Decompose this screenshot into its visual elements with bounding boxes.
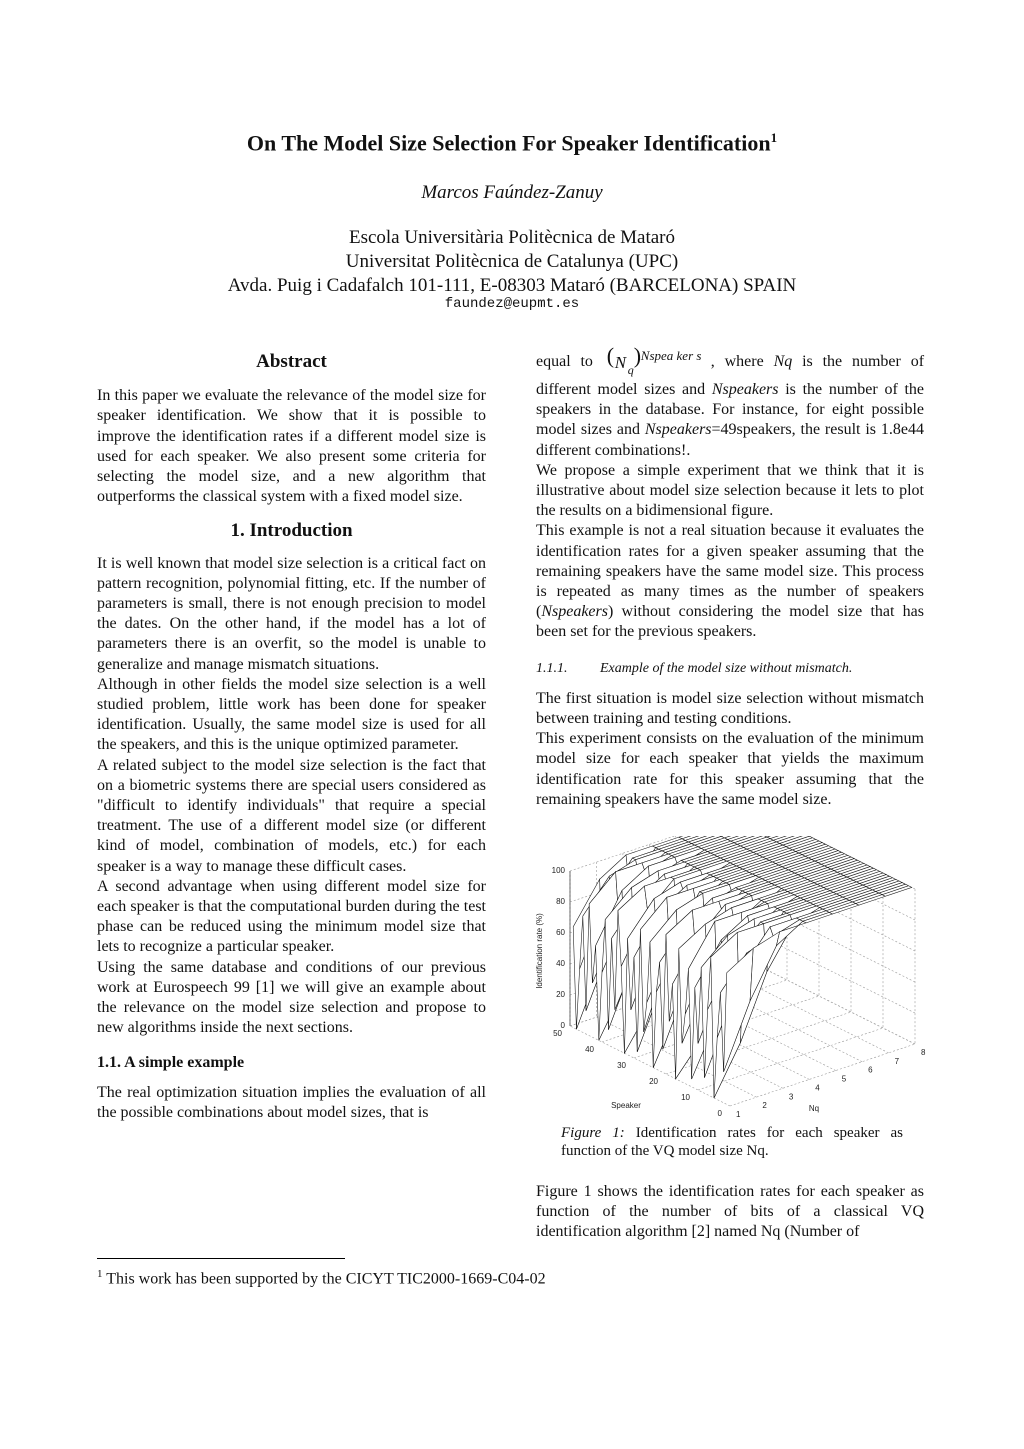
nq-tick-label: 1: [736, 1110, 741, 1119]
intro-paragraph: A related subject to the model size selection is the fact that on a biometric systems there are special users considered as "difficult to identify individuals" that require a special treatment. The use of a different model size (or different kind of model, combination of models, etc.) for each speaker is a way to manage these difficult cases.: [97, 756, 486, 875]
speaker-axis-label: Speaker: [611, 1101, 641, 1110]
nq-tick-label: 8: [921, 1048, 926, 1057]
example-paragraph: [536, 380, 924, 461]
eq-suffix: is the number of: [802, 353, 925, 370]
text-run: =49speakers, the result is 1.8e44 different combinations!.: [536, 421, 925, 459]
text-run: Nspeakers: [644, 421, 712, 439]
z-tick-label: 40: [556, 959, 565, 968]
eq-paren-open: (: [606, 343, 615, 368]
figure-label: Figure 1:: [561, 1125, 625, 1141]
right-column: [536, 343, 925, 810]
affiliation-line: Avda. Puig i Cadafalch 101-111, E-08303 Mataró (BARCELONA) SPAIN: [227, 275, 797, 296]
nq-tick-label: 7: [894, 1056, 900, 1066]
author: Marcos Faúndez-Zanuy: [421, 182, 603, 203]
z-axis-label: Identification rate (%): [535, 913, 544, 989]
figure-caption: [561, 1124, 903, 1160]
author-email[interactable]: faundez@eupmt.es: [444, 296, 580, 312]
subsubsection-number: 1.1.1.: [536, 660, 568, 676]
text-run: Nspeakers: [711, 381, 779, 398]
subsubsection-heading: [536, 659, 924, 679]
nq-tick-label: 4: [815, 1083, 820, 1093]
intro-paragraph: Using the same database and conditions of our previous work at Eurospeech 99 [1] we will give an example about the relevance on the model size selection and propose to new algorithms inside the next sections.: [97, 958, 486, 1037]
abstract-text: In this paper we evaluate the relevance of the model size for speaker identification. We show that it is possible to improve the identification rates if a different model size is used for each speaker. We also present some criteria for selecting the model size, and a new algorithm that outperforms the classical system with a fixed model size.: [97, 387, 486, 506]
eq-prefix: equal to: [536, 353, 593, 370]
nq-tick-label: 5: [841, 1074, 847, 1084]
z-tick-label: 0: [560, 1021, 565, 1030]
text-run: Nspeakers: [541, 603, 608, 621]
z-tick-label: 100: [551, 866, 565, 875]
eq-paren-close: ): [633, 343, 642, 368]
text-run: different model sizes and: [536, 381, 706, 398]
z-tick-label: 80: [556, 897, 565, 906]
text-run: ) without considering the model size that has been set for the previous speakers.: [536, 603, 924, 641]
introduction-heading: 1. Introduction: [230, 520, 353, 542]
eq-sup: Nspea ker s: [640, 348, 702, 363]
affiliation-line: Escola Universitària Politècnica de Mataró: [348, 227, 676, 248]
speaker-tick-label: 20: [649, 1077, 658, 1086]
speaker-tick-label: 10: [681, 1093, 690, 1102]
intro-paragraph: Although in other fields the model size selection is a well studied problem, little work has been done for speaker identification. Usually, the same model size is used for all the speakers, and this is the unique optimized parameter.: [97, 675, 486, 754]
eq-base: N: [614, 353, 627, 372]
speaker-tick-label: 40: [585, 1045, 594, 1054]
simple-example-text: The real optimization situation implies the evaluation of all the possible combinations about model sizes, that is: [97, 1083, 486, 1121]
subsubsection-title: Example of the model size without mismatch.: [600, 660, 853, 676]
mismatch-paragraph: The first situation is model size selection without mismatch between training and testing conditions.: [536, 689, 924, 728]
paper-title-text: On The Model Size Selection For Speaker Identification: [246, 130, 771, 156]
speaker-tick-label: 0: [717, 1109, 722, 1118]
text-run: This example is not a real situation because it evaluates the identification rates for a given speaker assuming that the remaining speakers have the same model size. This process is repeated as many times as the number of speakers (: [536, 522, 924, 621]
paper-title: [0, 130, 1024, 156]
chart-surface: [573, 836, 912, 1098]
footnote-mark: 1: [97, 1268, 103, 1280]
eq-nq: Nq: [773, 353, 793, 370]
affiliation: [0, 226, 1024, 298]
eq-suffix: , where: [710, 353, 764, 370]
example-paragraph: [536, 521, 924, 642]
z-tick-label: 60: [556, 928, 565, 937]
after-figure-paragraph: Figure 1 shows the identification rates for each speaker as function of the number of bits of a classical VQ identification algorithm [2] named Nq (Number of: [536, 1183, 924, 1241]
mismatch-paragraph: This experiment consists on the evaluation of the minimum model size for each speaker that yields the maximum identification rate for this speaker assuming that the remaining speakers have the same model size.: [536, 730, 924, 808]
simple-example-heading: 1.1. A simple example: [97, 1053, 245, 1071]
eq-sub: q: [627, 363, 634, 377]
nq-tick-label: 2: [762, 1101, 767, 1111]
z-tick-label: 20: [556, 990, 565, 999]
footnote-rule: [97, 1258, 345, 1259]
nq-axis-label: Nq: [808, 1104, 820, 1113]
figure-surface-plot: [530, 836, 930, 1126]
abstract-heading: Abstract: [256, 351, 327, 372]
text-run: is the number of the speakers in the database. For instance, for eight possible model sizes and: [536, 381, 925, 439]
example-paragraph: We propose a simple experiment that we think that it is illustrative about model size selection because it lets to plot the results on a bidimensional figure.: [536, 461, 924, 520]
speaker-tick-label: 50: [553, 1029, 562, 1038]
intro-paragraph: A second advantage when using different model size for each speaker is that the computational burden during the test phase can be reduced using the minimum model size that lets to recognize a particular speaker.: [97, 877, 486, 956]
equation: [603, 343, 711, 377]
title-footnote-mark: 1: [770, 130, 778, 145]
footnote-text: This work has been supported by the CICYT TIC2000-1669-C04-02: [106, 1270, 546, 1288]
nq-tick-label: 6: [868, 1065, 873, 1075]
intro-paragraph: It is well known that model size selection is a critical fact on pattern recognition, polynomial fitting, etc. If the number of parameters is small, there is not enough precision to model the dates. On the other hand, if the model has a lot of parameters there is an overfit, so the model is unable to generalize and manage mismatch situations.: [97, 554, 486, 673]
equation-line: [536, 343, 925, 377]
left-column: [97, 352, 486, 1123]
nq-tick-label: 3: [788, 1092, 794, 1102]
figure-caption-text: Identification rates for each speaker as function of the VQ model size Nq.: [561, 1125, 904, 1159]
footnote: [97, 1268, 546, 1288]
affiliation-line: Universitat Politècnica de Catalunya (UPC): [345, 251, 679, 272]
speaker-tick-label: 30: [617, 1061, 626, 1070]
